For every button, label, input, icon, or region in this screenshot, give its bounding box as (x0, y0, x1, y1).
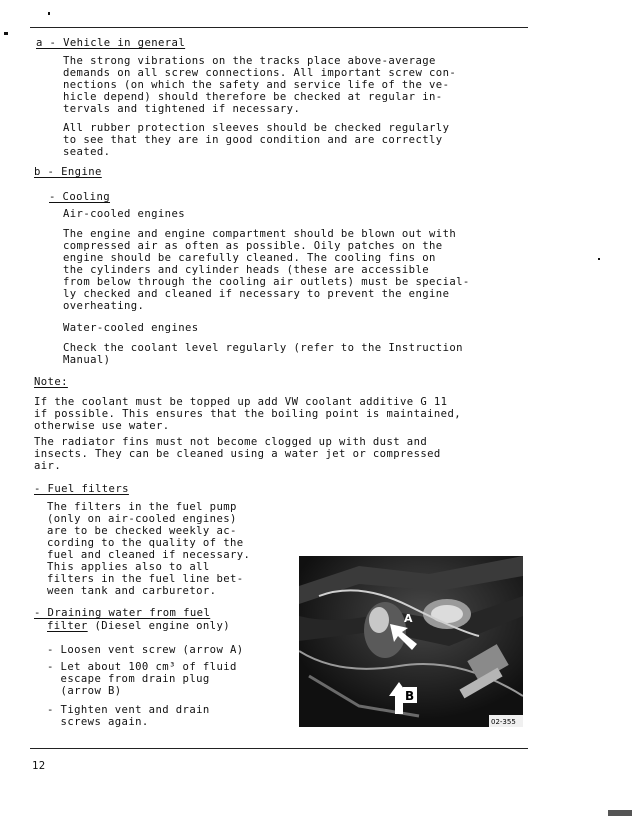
text-line: are to be checked weekly ac- (47, 525, 237, 537)
text-line: All rubber protection sleeves should be checked regularly (63, 122, 450, 134)
text-line: insects. They can be cleaned using a water jet or compressed (34, 448, 441, 460)
text-line: The radiator fins must not become clogged up with dust and (34, 436, 428, 448)
draining-heading-note: (Diesel engine only) (87, 620, 231, 632)
step-line: (arrow B) (47, 685, 122, 697)
text-line: hicle depend) should therefore be checked at regular in- (63, 91, 443, 103)
air-cooled-title: Air-cooled engines (63, 208, 186, 220)
text-line: (only on air-cooled engines) (47, 513, 237, 525)
step-line: screws again. (47, 716, 149, 728)
scan-speck (48, 12, 50, 15)
note-para1 (34, 396, 461, 432)
cooling-heading: - Cooling (49, 191, 111, 203)
text-line: cording to the quality of the (47, 537, 244, 549)
text-line: fuel and cleaned if necessary. (47, 549, 251, 561)
note-para2 (34, 436, 441, 472)
scan-speck (608, 810, 632, 816)
text-line: ween tank and carburetor. (47, 585, 217, 597)
text-line: Manual) (63, 354, 111, 366)
text-line: filters in the fuel line bet- (47, 573, 244, 585)
air-cooled-text (63, 228, 470, 312)
text-line: seated. (63, 146, 111, 158)
section-b-heading: b - Engine (34, 166, 102, 178)
water-cooled-title: Water-cooled engines (63, 322, 199, 334)
text-line: otherwise use water. (34, 420, 170, 432)
text-line: air. (34, 460, 62, 472)
scan-speck (4, 32, 8, 35)
text-line: nections (on which the safety and service life of the ve- (63, 79, 450, 91)
text-line: from below through the cooling air outlets) must be special- (63, 276, 470, 288)
text-line: if possible. This ensures that the boiling point is maintained, (34, 408, 462, 420)
text-line: engine should be carefully cleaned. The cooling fins on (63, 252, 436, 264)
water-cooled-text (63, 342, 463, 366)
page-number: 12 (32, 760, 46, 772)
section-a-para1 (63, 55, 456, 115)
text-line: This applies also to all (47, 561, 210, 573)
section-a-heading: a - Vehicle in general (36, 37, 186, 49)
text-line: compressed air as often as possible. Oily patches on the (63, 240, 443, 252)
text-line: The strong vibrations on the tracks place above-average (63, 55, 436, 67)
fuel-filters-heading: - Fuel filters (34, 483, 129, 495)
photo-label-b: B (405, 689, 415, 703)
top-rule (30, 27, 528, 28)
text-line: The filters in the fuel pump (47, 501, 237, 513)
fuel-filter-photo (299, 556, 523, 727)
section-a-para2 (63, 122, 449, 158)
scan-speck (598, 258, 600, 260)
draining-heading-filter: filter (47, 620, 88, 632)
text-line: the cylinders and cylinder heads (these are accessible (63, 264, 430, 276)
step-line: - Let about 100 cm³ of fluid (47, 661, 237, 673)
step-line: escape from drain plug (47, 673, 210, 685)
text-line: Check the coolant level regularly (refer to the Instruction (63, 342, 463, 354)
text-line: overheating. (63, 300, 145, 312)
fuel-filters-text (47, 501, 250, 597)
draining-step-3 (47, 704, 210, 728)
text-line: demands on all screw connections. All important screw con- (63, 67, 457, 79)
text-line: The engine and engine compartment should be blown out with (63, 228, 457, 240)
draining-heading-line2 (47, 620, 230, 632)
text-line: ly checked and cleaned if necessary to prevent the engine (63, 288, 450, 300)
photo-reference-number: 02-355 (491, 718, 516, 726)
draining-step-2 (47, 661, 237, 697)
photo-label-a: A (404, 612, 413, 625)
step-line: - Loosen vent screw (arrow A) (47, 644, 244, 656)
draining-step-1 (47, 644, 244, 656)
step-line: - Tighten vent and drain (47, 704, 210, 716)
text-line: to see that they are in good condition and are correctly (63, 134, 443, 146)
note-heading: Note: (34, 376, 68, 388)
text-line: tervals and tightened if necessary. (63, 103, 301, 115)
text-line: If the coolant must be topped up add VW coolant additive G 11 (34, 396, 448, 408)
draining-heading: - Draining water from fuel (34, 607, 211, 619)
bottom-rule (30, 748, 528, 749)
